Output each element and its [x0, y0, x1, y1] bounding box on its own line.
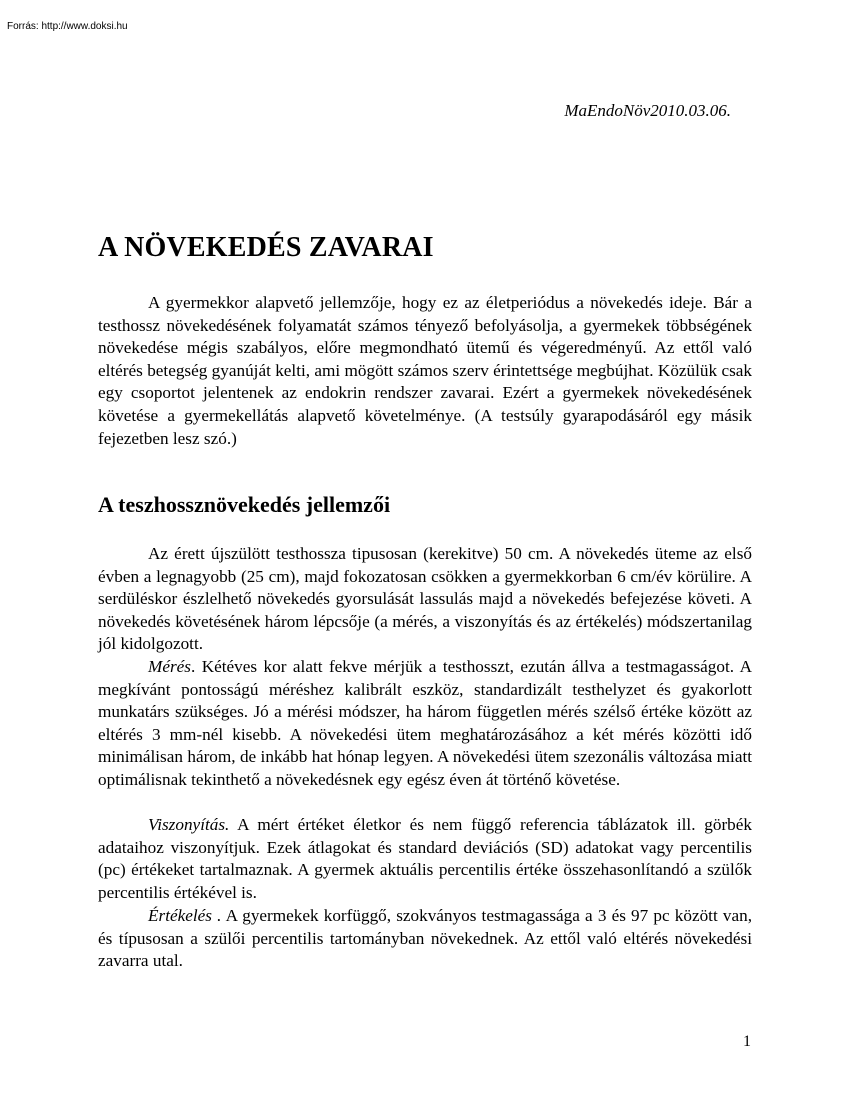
page-title: A NÖVEKEDÉS ZAVARAI — [98, 232, 434, 263]
measurement-lead: Mérés — [148, 657, 191, 676]
source-line: Forrás: http://www.doksi.hu — [7, 21, 128, 32]
intro-paragraph: A gyermekkor alapvető jellemzője, hogy ez az életperiódus a növekedés ideje. Bár a testhossz növekedésének folyamatát számos tényező befolyásolja, a gyermekek többségének növekedése mégis szabályos, előre megmondható ütemű és végeredményű. Az ettől való eltérés betegség gyanúját kelti, ami mögött számos szerv érintettsége megbújhat. Közülük csak egy csoportot jelentenek az endokrin rendszer zavarai. Ezért a gyermekek növekedésének követése a gyermekellátás alapvető követelménye. (A testsúly gyarapodásáról egy másik fejezetben lesz szó.) — [98, 293, 752, 448]
evaluation-lead: Értékelés . — [148, 906, 222, 925]
measurement-text: . Kétéves kor alatt fekve mérjük a testhosszt, ezután állva a testmagasságot. A megkívánt pontosságú méréshez kalibrált eszköz, standardizált testhelyzet és gyakorlott munkatárs szükséges. Jó a mérési módszer, ha három független mérés szélső értéke között az eltérés 3 mm-nél kisebb. A növekedési ütem meghatározásához a két mérés közötti idő minimálisan három, de inkább hat hónap legyen. A növekedési ütem szezonális változása miatt optimálisnak tekinthető a növekedésnek egy egész éven át történő követése. — [98, 657, 752, 789]
document-reference: MaEndoNöv2010.03.06. — [564, 101, 731, 120]
evaluation-text: A gyermekek korfüggő, szokványos testmagassága a 3 és 97 pc között van, és típusosan a szülői percentilis tartományban növekednek. Az ettől való eltérés növekedési zavarra utal. — [98, 906, 752, 971]
comparison-text: A mért értéket életkor és nem függő referencia táblázatok ill. görbék adataihoz viszonyítjuk. Ezek átlagokat és standard deviációs (SD) adatokat vagy percentilis (pc) értékeket tartalmaznak. A gyermek aktuális percentilis értéke összehasonlítandó a szülők percentilis értékével is. — [98, 815, 752, 902]
paragraph-newborn-length: Az érett újszülött testhossza tipusosan (kerekitve) 50 cm. A növekedés üteme az első évben a legnagyobb (25 cm), majd fokozatosan csökken a gyermekkorban 6 cm/év körülire. A serdüléskor észlelhető növekedés gyorsulását lassulás majd a növekedés befejezése követi. A növekedés követésének három lépcsője (a mérés, a viszonyítás és az értékelés) módszertanilag jól kidolgozott. — [98, 544, 752, 654]
page-number: 1 — [743, 1033, 751, 1050]
paragraph-comparison — [98, 814, 752, 904]
paragraph-evaluation — [98, 905, 752, 973]
comparison-lead: Viszonyítás. — [148, 815, 230, 834]
section-heading: A teszhossznövekedés jellemzői — [98, 492, 391, 517]
paragraph-measurement — [98, 656, 752, 792]
